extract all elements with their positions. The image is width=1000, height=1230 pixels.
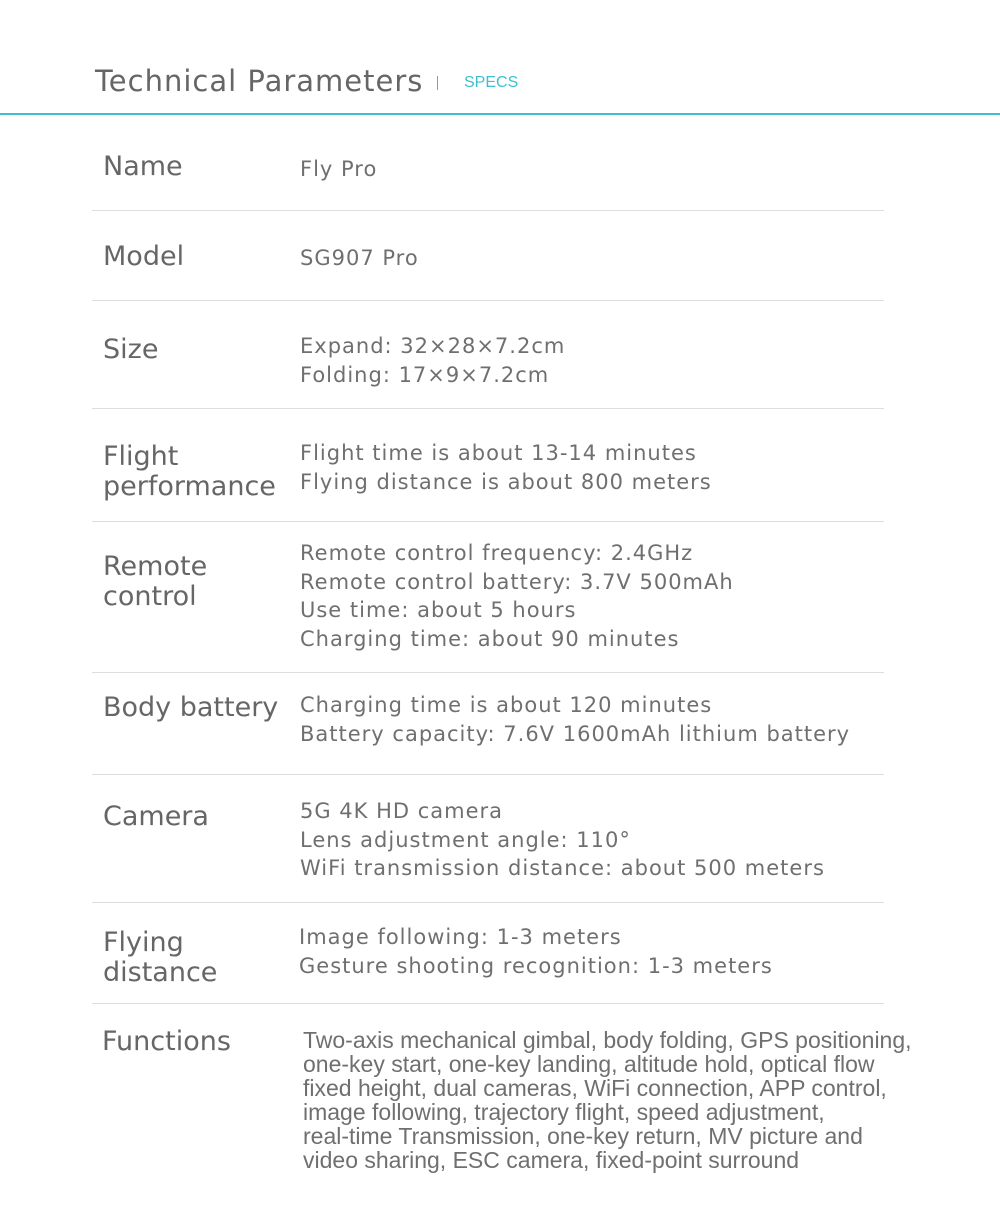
- spec-row-flying-distance: [92, 903, 884, 1004]
- title-separator: [437, 76, 438, 90]
- spec-row-camera: [92, 775, 884, 903]
- spec-value: [300, 332, 565, 389]
- functions-line: one-key start, one-key landing, altitude hold, optical flow: [303, 1051, 875, 1077]
- spec-value-line: Gesture shooting recognition: 1-3 meters: [299, 953, 773, 978]
- spec-value-line: Expand: 32×28×7.2cm: [300, 334, 566, 358]
- spec-label: Model: [103, 241, 185, 272]
- page-title: Technical Parameters: [95, 64, 424, 98]
- specs-tag: SPECS: [464, 74, 519, 91]
- spec-value-line: Use time: about 5 hours: [300, 598, 577, 623]
- spec-value-line: 5G 4K HD camera: [300, 799, 504, 823]
- spec-label-line: control: [103, 581, 197, 612]
- spec-value: [300, 155, 377, 184]
- spec-label: Name: [103, 151, 183, 182]
- spec-label: Functions: [102, 1026, 231, 1057]
- spec-label: Body battery: [103, 692, 279, 723]
- spec-value-line: WiFi transmission distance: about 500 meters: [300, 856, 825, 881]
- spec-row-body-battery: [92, 673, 884, 775]
- spec-value-line: Image following: 1-3 meters: [299, 925, 622, 949]
- spec-label: [103, 552, 207, 612]
- spec-value-line: Folding: 17×9×7.2cm: [300, 362, 550, 387]
- spec-value-line: Remote control frequency: 2.4GHz: [300, 541, 694, 565]
- spec-value-line: SG907 Pro: [300, 246, 419, 270]
- spec-label: Size: [103, 334, 159, 365]
- spec-value-line: Flight time is about 13-14 minutes: [300, 441, 697, 465]
- functions-line: video sharing, ESC camera, fixed-point surround: [303, 1147, 800, 1173]
- functions-list: [303, 1028, 913, 1172]
- section-header: [0, 0, 1000, 115]
- spec-label-line: distance: [103, 957, 218, 988]
- functions-line: fixed height, dual cameras, WiFi connection, APP control,: [303, 1075, 887, 1101]
- spec-row-model: [92, 211, 884, 301]
- spec-label-line: performance: [103, 471, 276, 502]
- spec-value-line: Charging time is about 120 minutes: [300, 693, 713, 717]
- spec-value-line: Charging time: about 90 minutes: [300, 626, 680, 651]
- spec-value-line: Lens adjustment angle: 110°: [300, 827, 631, 852]
- spec-row-name: [92, 115, 884, 211]
- spec-label: [103, 442, 276, 502]
- spec-label: [103, 928, 217, 988]
- spec-label-line: Remote: [103, 551, 208, 582]
- spec-value: [299, 923, 773, 980]
- spec-value-line: Remote control battery: 3.7V 500mAh: [300, 569, 734, 594]
- spec-value: [300, 691, 850, 748]
- spec-row-size: [92, 301, 884, 409]
- functions-line: Two-axis mechanical gimbal, body folding, GPS positioning,: [303, 1027, 912, 1053]
- spec-value: [300, 797, 825, 883]
- spec-label: Camera: [103, 801, 209, 832]
- spec-value-line: Battery capacity: 7.6V 1600mAh lithium battery: [300, 721, 851, 746]
- spec-value-line: Fly Pro: [300, 157, 378, 181]
- spec-row-functions: [92, 1004, 912, 1194]
- spec-value: [300, 539, 734, 653]
- spec-row-remote-control: [92, 522, 884, 673]
- spec-value: [300, 244, 419, 273]
- functions-line: real-time Transmission, one-key return, MV picture and: [303, 1123, 863, 1149]
- spec-value: [300, 439, 712, 496]
- spec-label-line: Flight: [103, 441, 179, 472]
- spec-row-flight-performance: [92, 409, 884, 522]
- spec-label-line: Flying: [103, 927, 184, 958]
- spec-value-line: Flying distance is about 800 meters: [300, 469, 712, 494]
- functions-line: image following, trajectory flight, speed adjustment,: [303, 1099, 825, 1125]
